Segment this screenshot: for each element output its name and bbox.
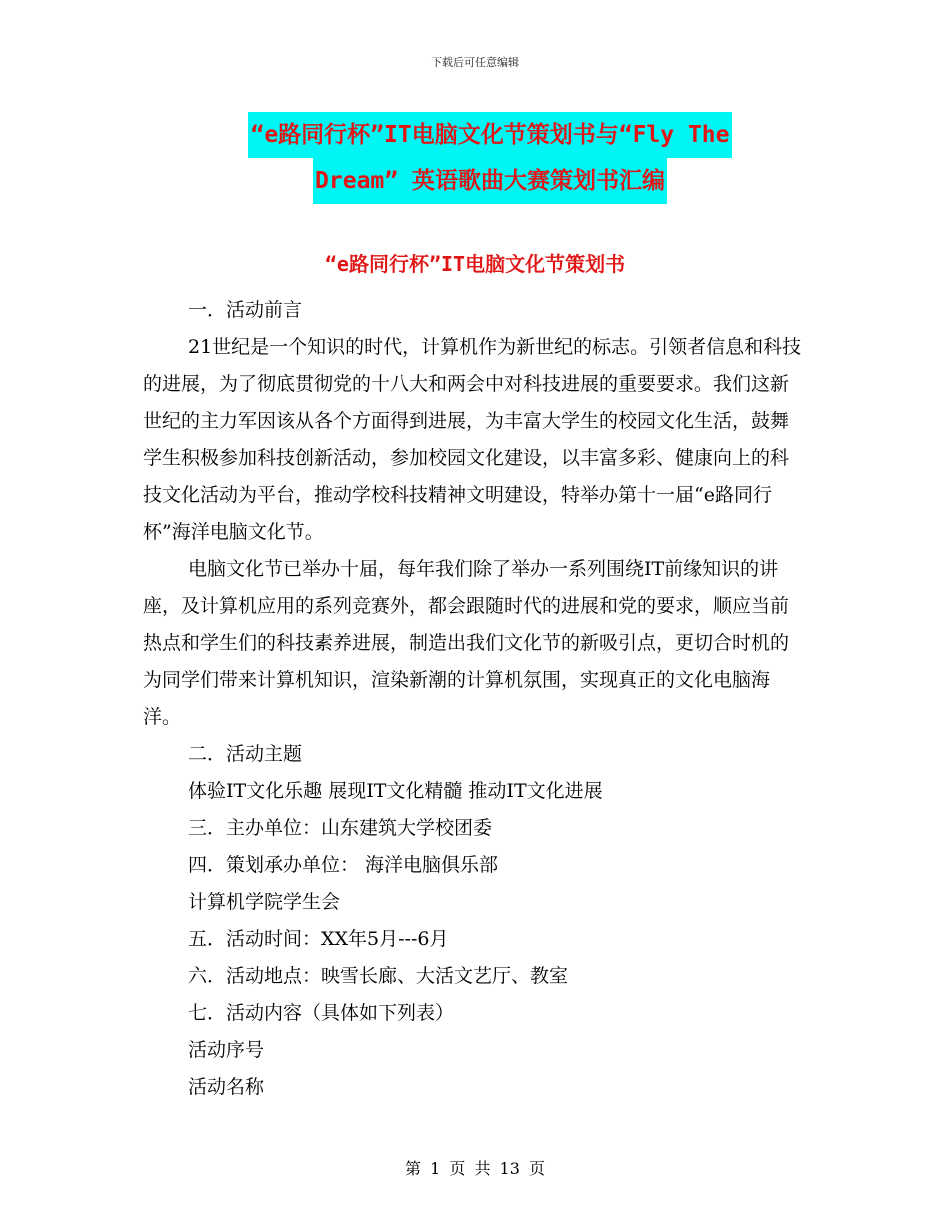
page-footer: 第 1 页 共 13 页 (405, 1159, 545, 1178)
organizer-secondary: 计算机学院学生会 (188, 891, 341, 913)
heading-preface: 一．活动前言 (188, 299, 303, 321)
heading-location: 六．活动地点：映雪长廊、大活文艺厅、教室 (188, 965, 569, 987)
paragraph-preface-2: 电脑文化节已举办十届，每年我们除了举办一系列围绕IT前缘知识的讲座，及计算机应用的系列竞赛外，都会跟随时代的进展和党的要求，顺应当前热点和学生们的科技素养进展，制造出我们文化节的新吸引点，更切合时机的为同学们带来计算机知识，渲染新潮的计算机氛围，实现真正的文化电脑海洋。 (143, 558, 790, 728)
header-note: 下载后可任意编辑 (431, 56, 519, 69)
document-title-line-2: Dream” 英语歌曲大赛策划书汇编 (313, 158, 667, 204)
paragraph-preface-1: 21世纪是一个知识的时代，计算机作为新世纪的标志。引领者信息和科技的进展，为了彻底贯彻党的十八大和两会中对科技进展的重要要求。我们这新世纪的主力军因该从各个方面得到进展，为丰富大学生的校园文化生活，鼓舞学生积极参加科技创新活动，参加校园文化建设，以丰富多彩、健康向上的科技文化活动为平台，推动学校科技精神文明建设，特举办第十一届“e路同行杯”海洋电脑文化节。 (143, 336, 802, 543)
heading-time: 五．活动时间：XX年5月---6月 (188, 928, 449, 950)
heading-theme: 二．活动主题 (188, 743, 303, 765)
table-column-name: 活动名称 (188, 1076, 265, 1098)
heading-content: 七．活动内容（具体如下列表） (188, 1002, 455, 1024)
document-title-line-1: “e路同行杯”IT电脑文化节策划书与“Fly The (248, 112, 731, 158)
document-body (143, 292, 803, 1106)
heading-host: 三．主办单位：山东建筑大学校团委 (188, 817, 493, 839)
table-column-number: 活动序号 (188, 1039, 265, 1061)
section-title: “e路同行杯”IT电脑文化节策划书 (324, 252, 626, 276)
theme-text: 体验IT文化乐趣 展现IT文化精髓 推动IT文化进展 (188, 780, 603, 802)
heading-organizer: 四．策划承办单位： 海洋电脑俱乐部 (188, 854, 499, 876)
document-title (140, 112, 840, 204)
